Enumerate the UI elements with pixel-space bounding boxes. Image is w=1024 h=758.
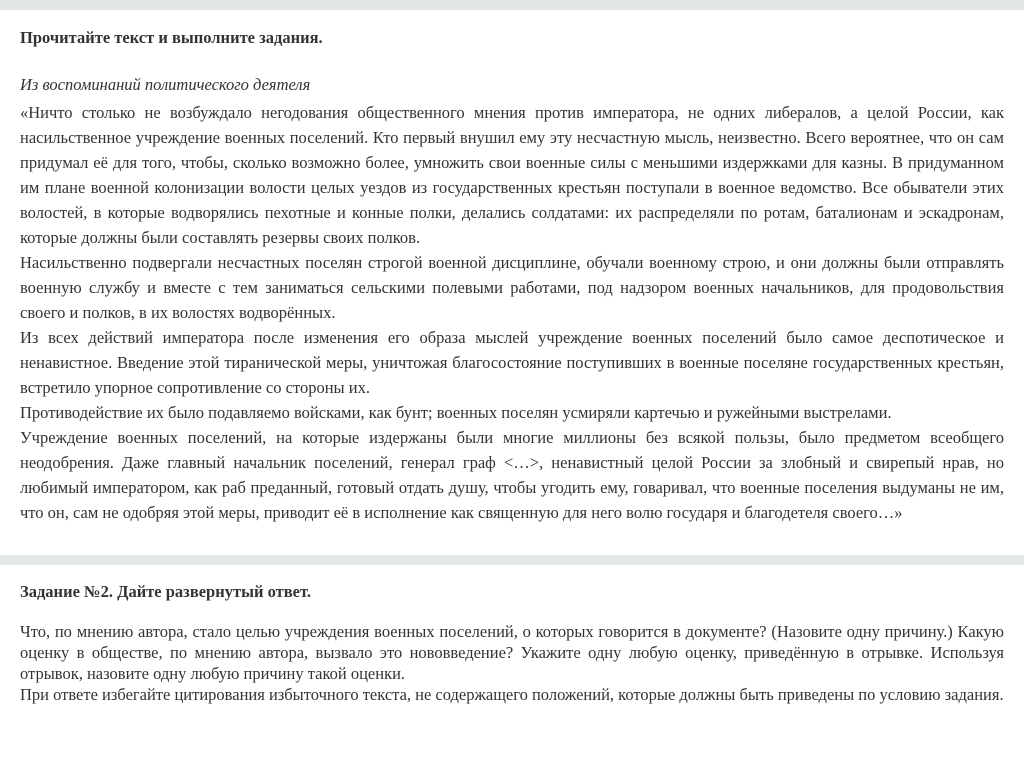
text-paragraph-1: «Ничто столько не возбуждало негодования общественного мнения против императора, не одних либералов, а целой России, как насильственное учреждение военных поселений. Кто первый внушил ему эту несчастную мысль, неизвестно. Всего вероятнее, что он сам придумал её для того, чтобы, сколько возможно более, умножить свои военные силы с меньшими издержками для казны. В придуманном им плане военной колонизации волости целых уездов из государственных крестьян поступали в военное ведомство. Все обыватели этих волостей, в которые водворялись пехотные и конные полки, делались солдатами: их распределяли по ротам, баталионам и эскадронам, которые должны были составлять резервы своих полков. — [20, 103, 1004, 247]
task-heading: Задание №2. Дайте развернутый ответ. — [20, 582, 311, 601]
task-panel — [0, 565, 1024, 758]
task-note: При ответе избегайте цитирования избыточного текста, не содержащего положений, которые должны быть приведены по условию задания. — [20, 685, 1004, 704]
instruction-heading: Прочитайте текст и выполните задания. — [20, 28, 323, 47]
text-paragraph-3: Из всех действий императора после изменения его образа мыслей учреждение военных поселений было самое деспотическое и ненавистное. Введение этой тиранической меры, уничтожая благосостояние поступивших в военные поселяне государственных крестьян, встретило упорное сопротивление со стороны их. — [20, 328, 1004, 397]
reading-text-panel — [0, 10, 1024, 555]
text-paragraph-2: Насильственно подвергали несчастных поселян строгой военной дисциплине, обучали военному строю, и они должны были отправлять военную службу и вместе с тем заниматься сельскими полевыми работами, под надзором военных начальников, для продовольствия своего и полков, в их волостях водворённых. — [20, 253, 1004, 322]
text-paragraph-5: Учреждение военных поселений, на которые издержаны были многие миллионы без всякой пользы, было предметом всеобщего неодобрения. Даже главный начальник поселений, генерал граф <…>, ненавистный целой России за злобный и свирепый нрав, но любимый императором, как раб преданный, готовый отдать душу, чтобы угодить ему, говаривал, что военные поселения выдуманы не им, что он, сам не одобряя этой меры, приводит её в исполнение как священную для него волю государя и благодетеля своего…» — [20, 428, 1004, 522]
source-attribution: Из воспоминаний политического деятеля — [20, 75, 311, 94]
task-question: Что, по мнению автора, стало целью учреждения военных поселений, о которых говорится в документе? (Назовите одну причину.) Какую оценку в обществе, по мнению автора, вызвало это нововведение? Укажите одну любую оценку, приведённую в отрывке. Используя отрывок, назовите одну любую причину такой оценки. — [20, 622, 1004, 683]
text-paragraph-4: Противодействие их было подавляемо войсками, как бунт; военных поселян усмиряли картечью и ружейными выстрелами. — [20, 403, 892, 422]
